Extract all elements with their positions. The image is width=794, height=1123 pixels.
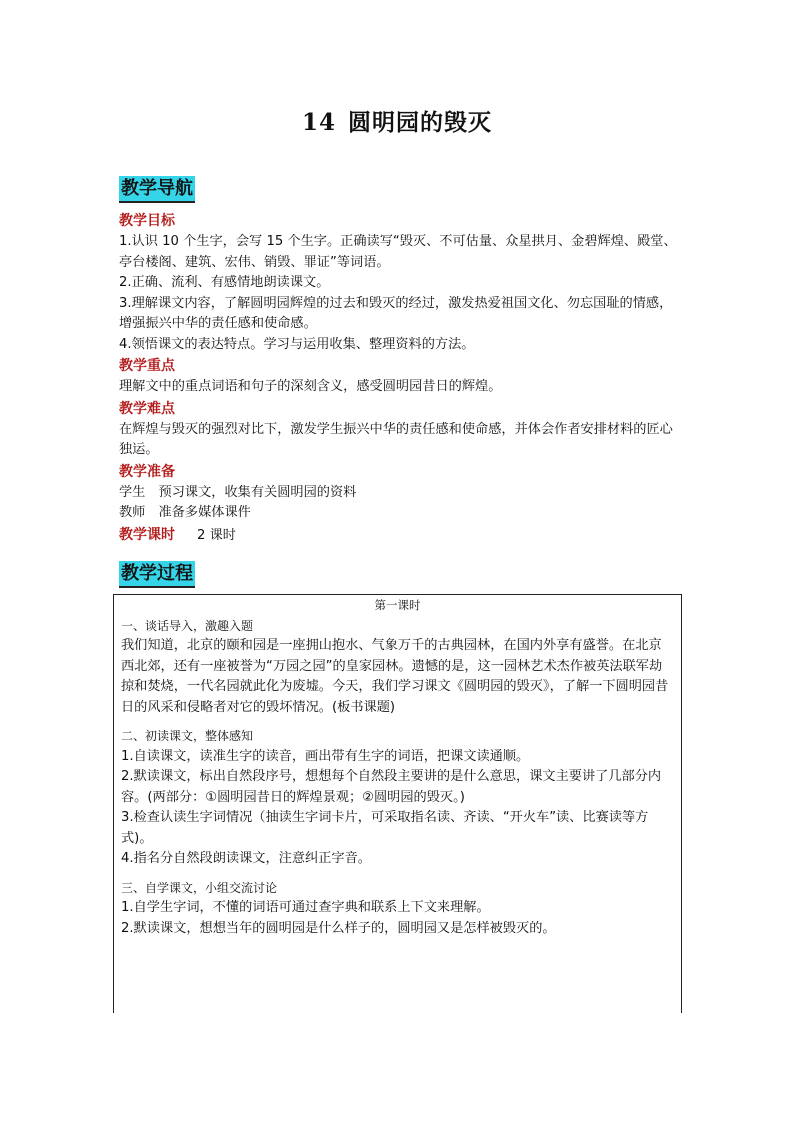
difficult-points-label: 教学难点 — [119, 400, 175, 417]
difficult-points-text: 在辉煌与毁灭的强烈对比下，激发学生振兴中华的责任感和使命感，并体会作者安排材料的匠心独运。 — [119, 421, 673, 457]
step-paragraph: 1.自读课文，读准生字的读音，画出带有生字的词语，把课文读通顺。 — [121, 748, 530, 764]
goal-item: 3.理解课文内容，了解圆明园辉煌的过去和毁灭的经过，激发热爱祖国文化、勿忘国耻的情感，增强振兴中华的责任感和使命感。 — [119, 295, 673, 331]
step-paragraph: 3.检查认读生字词情况（抽读生字词卡片，可采取指名读、齐读、“开火车”读、比赛读等方式)。 — [121, 810, 649, 846]
key-points-label: 教学重点 — [119, 358, 175, 374]
goal-item: 2.正确、流利、有感情地朗读课文。 — [119, 275, 330, 290]
key-points-text: 理解文中的重点词语和句子的深刻含义，感受圆明园昔日的辉煌。 — [119, 379, 502, 394]
nav-content — [119, 210, 679, 546]
lesson-period-title: 第一课时 — [374, 598, 421, 612]
step-title: 三、自学课文，小组交流讨论 — [121, 880, 278, 895]
class-hours-value: 2 课时 — [197, 527, 236, 543]
step-paragraph: 2.默读课文，标出自然段序号，想想每个自然段主要讲的是什么意思，课文主要讲了几部分内容。(两部分：①圆明园昔日的辉煌景观；②圆明园的毁灭。) — [121, 769, 662, 805]
step-paragraph: 4.指名分自然段朗读课文，注意纠正字音。 — [121, 851, 371, 866]
step-paragraph: 1.自学生字词，不懂的词语可通过查字典和联系上下文来理解。 — [121, 900, 490, 915]
page-title — [0, 104, 794, 137]
step-title: 一、谈话导入，激趣入题 — [121, 618, 254, 633]
lesson-number: 14 — [301, 109, 336, 136]
class-hours-line — [119, 524, 679, 547]
class-hours-label: 教学课时 — [119, 526, 175, 543]
preparation-teacher: 教师 准备多媒体课件 — [119, 505, 251, 520]
preparation-label: 教学准备 — [119, 463, 175, 480]
lesson-title: 圆明园的毁灭 — [348, 110, 492, 136]
section-heading-nav: 教学导航 — [119, 176, 195, 203]
section-heading-process: 教学过程 — [119, 561, 195, 588]
preparation-student: 学生 预习课文，收集有关圆明园的资料 — [119, 484, 357, 500]
goal-item: 1.认识 10 个生字，会写 15 个生字。正确读写“毁灭、不可估量、众星拱月、金碧辉煌、殿堂、亭台楼阁、建筑、宏伟、销毁、罪证”等词语。 — [119, 234, 677, 270]
step-title: 二、初读课文，整体感知 — [121, 729, 254, 743]
lesson-box — [113, 594, 682, 1013]
step-paragraph: 我们知道，北京的颐和园是一座拥山抱水、气象万千的古典园林，在国内外享有盛誉。在北京西北郊，还有一座被誉为“万园之园”的皇家园林。遗憾的是，这一园林艺术杰作被英法联军劫掠和焚烧，一代名园就此化为废墟。今天，我们学习课文《圆明园的毁灭》，了解一下圆明园昔日的风采和侵略者对它的毁坏情况。(板书课题) — [121, 638, 669, 715]
goals-label: 教学目标 — [119, 213, 175, 229]
goal-item: 4.领悟课文的表达特点。学习与运用收集、整理资料的方法。 — [119, 336, 475, 352]
step-paragraph: 2.默读课文，想想当年的圆明园是什么样子的，圆明园又是怎样被毁灭的。 — [121, 920, 556, 936]
